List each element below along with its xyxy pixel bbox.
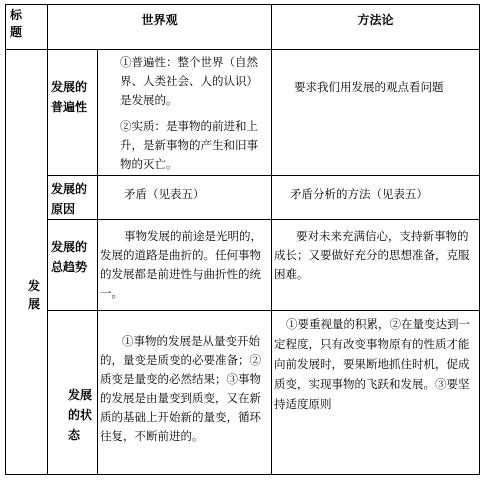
header-worldview	[48, 11, 271, 31]
row-worldview-state	[100, 332, 268, 446]
row-methodology-state	[274, 314, 476, 414]
row-worldview-cause	[106, 185, 269, 204]
methodology-text: 矛盾分析的方法（见表五）	[290, 187, 428, 201]
header-title-text: 标题	[10, 8, 35, 39]
row-label-trend	[51, 237, 97, 277]
worldview-para-2: ②实质：是事物的前进和上升，是新事物的产生和旧事物的灭亡。	[120, 119, 258, 171]
row-worldview-universality	[106, 53, 269, 174]
rule-row-3	[47, 310, 479, 311]
worldview-text: ①事物的发展是从量变开始的，量变是质变的必要准备；②质变是量变的必然结果；③事物的发展是由量变到质变，又在新质的基础上开始新的量变，循环往复，不断前进的。	[100, 334, 261, 443]
header-worldview-text: 世界观	[141, 13, 178, 27]
row-label-text: 发展的状态	[68, 388, 93, 442]
row-label-text: 发展的普遍性	[51, 80, 88, 114]
header-methodology	[272, 11, 479, 31]
section-label	[10, 277, 41, 313]
row-label-text: 发展的总趋势	[51, 240, 88, 274]
row-worldview-trend	[100, 227, 268, 303]
rule-row-2	[47, 219, 479, 220]
rule-row-1	[47, 175, 479, 176]
section-label-text: 发展	[28, 279, 41, 311]
rule-col-3	[271, 5, 272, 474]
rule-header-bottom	[6, 49, 479, 50]
row-label-state	[68, 385, 98, 445]
worldview-text: 矛盾（见表五）	[124, 187, 205, 201]
worldview-text: 事物发展的前途是光明的，发展的道路是曲折的。任何事物的发展都是前进性与曲折性的统一。	[100, 229, 262, 300]
row-methodology-cause	[274, 185, 476, 204]
methodology-text: 要求我们用发展的观点看问题	[294, 80, 444, 94]
comparison-table	[5, 4, 480, 475]
methodology-text: ①要重视量的积累，②在量变达到一定程度，只有改变事物原有的性质才能向前发展时，要果断地抓住时机，促成质变，实现事物的飞跃和发展。③要坚持适度原则	[274, 317, 470, 411]
header-title-cell	[8, 7, 46, 47]
row-methodology-universality	[274, 78, 476, 97]
worldview-para-1: ①普遍性：整个世界（自然界、人类社会、人的认识）是发展的。	[120, 55, 258, 107]
methodology-text: 要对未来充满信心，支持新事物的成长；又要做好充分的思想准备，克服困难。	[274, 229, 470, 281]
row-label-text: 发展的原因	[51, 182, 88, 216]
row-label-cause	[51, 179, 97, 219]
rule-col-1	[47, 5, 48, 474]
row-label-universality	[51, 77, 97, 117]
row-methodology-trend	[274, 227, 476, 284]
header-methodology-text: 方法论	[357, 13, 394, 27]
